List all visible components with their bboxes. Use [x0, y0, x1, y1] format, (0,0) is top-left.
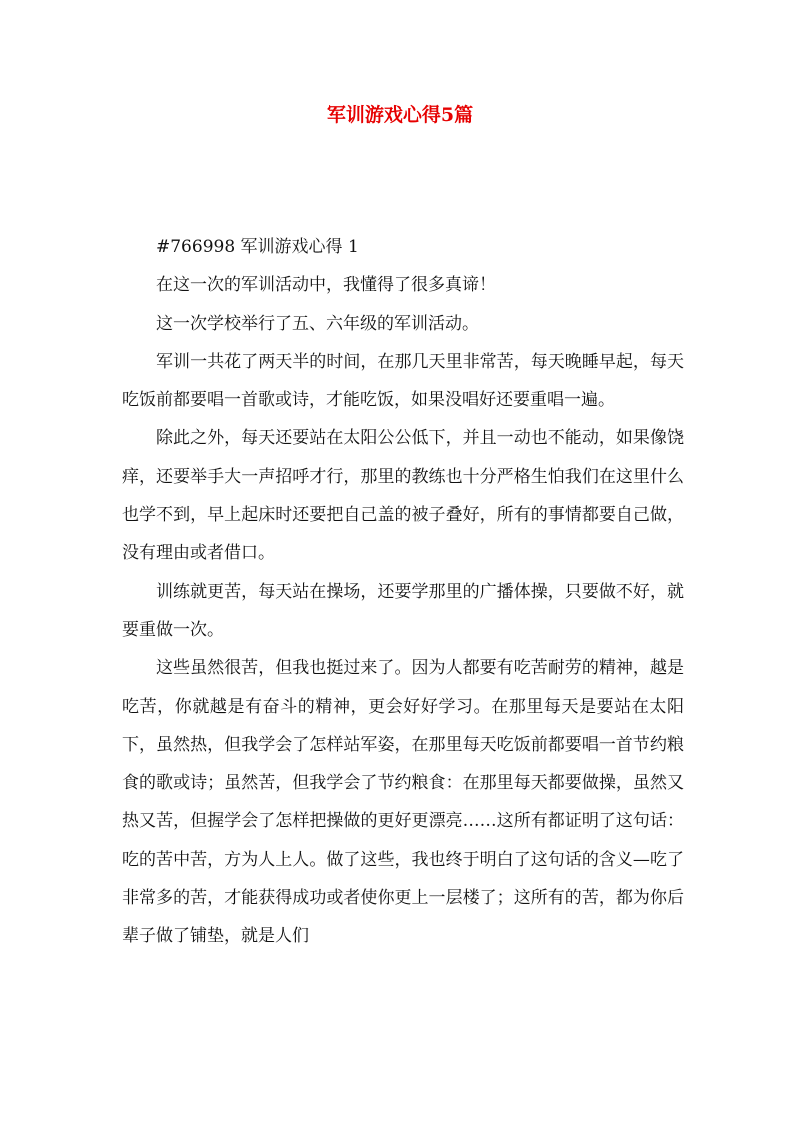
paragraph: 在这一次的军训活动中，我懂得了很多真谛！: [156, 275, 496, 296]
paragraph: 军训一共花了两天半的时间，在那几天里非常苦，每天晚睡早起，每天吃饭前都要唱一首歌或诗，才能吃饭，如果没唱好还要重唱一遍。: [122, 351, 684, 411]
paragraph: 除此之外，每天还要站在太阳公公低下，并且一动也不能动，如果像饶痒，还要举手大一声招呼才行，那里的教练也十分严格生怕我们在这里什么也学不到，早上起床时还要把自己盖的被子叠好，所有的事情都要自己做，没有理由或者借口。: [122, 428, 684, 564]
document-title: 军训游戏心得5篇: [326, 104, 474, 126]
paragraph: 这一次学校举行了五、六年级的军训活动。: [156, 313, 479, 334]
paragraph-heading: #766998 军训游戏心得 1: [156, 237, 359, 257]
paragraph: 训练就更苦，每天站在操场，还要学那里的广播体操，只要做不好，就要重做一次。: [122, 581, 684, 640]
document-body: [122, 228, 684, 956]
paragraph: 这些虽然很苦，但我也挺过来了。因为人都要有吃苦耐劳的精神，越是吃苦，你就越是有奋斗的精神，更会好好学习。在那里每天是要站在太阳下，虽然热，但我学会了怎样站军姿，在那里每天吃饭前都要唱一首节约粮食的歌或诗；虽然苦，但我学会了节约粮食：在那里每天都要做操，虽然又热又苦，但握学会了怎样把操做的更好更漂亮……这所有都证明了这句话：吃的苦中苦，方为人上人。做了这些，我也终于明白了这句话的含义—吃了非常多的苦，才能获得成功或者使你更上一层楼了；这所有的苦，都为你后辈子做了铺垫，就是人们: [122, 658, 684, 947]
